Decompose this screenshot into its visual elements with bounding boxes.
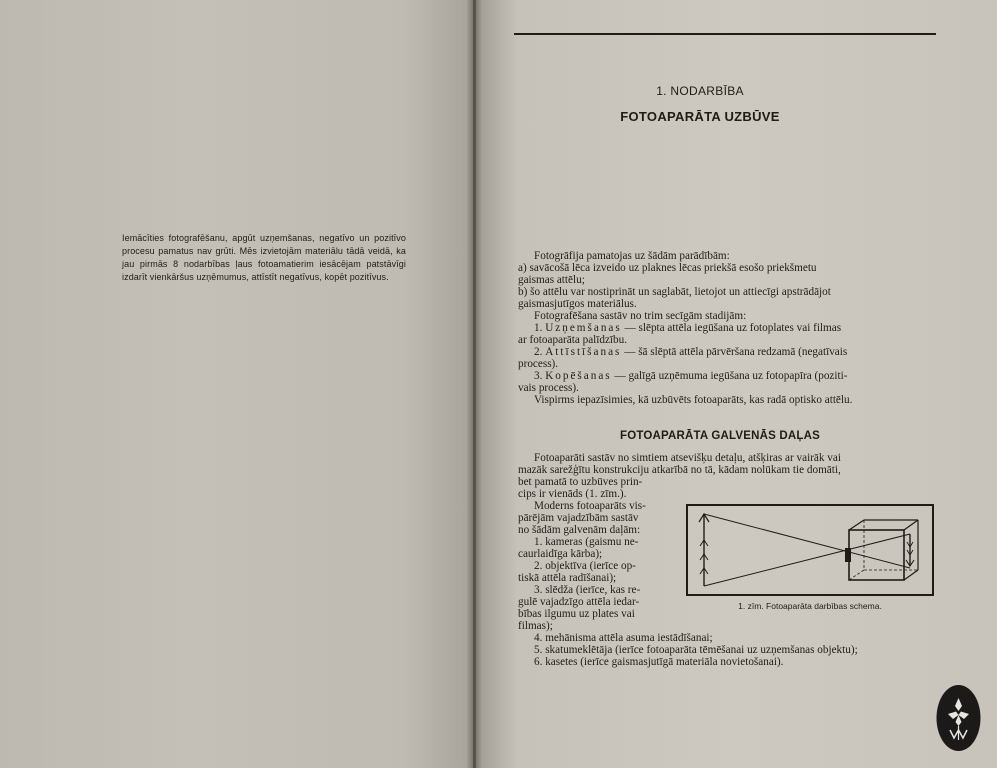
- stage-number: 3.: [534, 370, 543, 382]
- intro-line: gaismas attēlu;: [518, 274, 585, 286]
- intro-line: Fotografēšana sastāv no trim secīgām stadijām:: [534, 310, 747, 322]
- chapter-number: 1. NODARBĪBA: [656, 84, 744, 98]
- figure-caption: 1. zīm. Fotoaparāta darbības schema.: [738, 601, 882, 611]
- section-title: FOTOAPARĀTA GALVENĀS DAĻAS: [619, 430, 821, 442]
- section-line-narrow: 1. kameras (gaismu ne-: [534, 536, 639, 548]
- section-line-tail: 4. mehānisma attēla asuma iestādīšanai;: [534, 632, 713, 644]
- section-line-tail: 5. skatumeklētāja (ierīce fotoaparāta tēmēšanai uz uzņemšanas objektu);: [534, 644, 858, 656]
- section-line-narrow: bības ilgumu uz plates vai: [518, 608, 635, 620]
- flower-emblem-icon: [936, 684, 981, 752]
- section-line: Fotoaparāti sastāv no simtiem atsevišķu detaļu, atšķiras ar vairāk vai: [534, 452, 841, 464]
- left-page-paragraph: Iemācīties fotografēšanu, apgūt uzņemšanas, negatīvo un pozitīvo procesu pamatus nav grūti. Mēs izvietojām materiālu tādā veidā, ka jau pirmās 8 nodarbības ļaus fotoamatierim iesācējam patstāvīgi izdarīt vienkāršus uzņēmumus, attīstīt negatīvus, kopēt pozitīvus.: [122, 233, 406, 282]
- stage-number: 1.: [534, 322, 543, 334]
- section-line-narrow: tiskā attēla radīšanai);: [518, 572, 617, 584]
- section-line-tail: 6. kasetes (ierīce gaismasjutīgā materiāla novietošanai).: [534, 656, 784, 668]
- header-rule: [514, 33, 936, 35]
- stage-term: Attīstīšanas: [545, 346, 622, 358]
- section-line-narrow: bet pamatā to uzbūves prin-: [518, 476, 643, 488]
- stage-continuation: ar fotoaparāta palīdzību.: [518, 334, 628, 346]
- section-line-narrow: 3. slēdža (ierīce, kas re-: [534, 584, 641, 596]
- section-line: mazāk sarežģītu konstrukciju atkarībā no tā, kādam nolūkam tie domāti,: [518, 464, 841, 476]
- section-line-narrow: filmas);: [518, 620, 553, 632]
- section-line-narrow: 2. objektīva (ierīce op-: [534, 560, 636, 572]
- left-page: [0, 0, 473, 768]
- stage-continuation: vais process).: [518, 382, 579, 394]
- section-line-narrow: cips ir vienāds (1. zīm.).: [518, 488, 627, 500]
- section-line-narrow: Moderns fotoaparāts vis-: [534, 500, 646, 512]
- stage-description: — slēpta attēla iegūšana uz fotoplates vai filmas: [621, 322, 842, 334]
- stage-continuation: process).: [518, 358, 559, 370]
- section-line-narrow: caurlaidīga kārba);: [518, 548, 603, 560]
- chapter-title: FOTOAPARĀTA UZBŪVE: [620, 109, 780, 124]
- intro-line: Fotogrāfija pamatojas uz šādām parādībām:: [534, 250, 730, 262]
- intro-line: a) savācošā lēca izveido uz plaknes lēcas priekšā esošo priekšmetu: [518, 262, 817, 274]
- stage-term: Kopēšanas: [545, 370, 612, 382]
- stage-description: — galīgā uzņēmuma iegūšana uz fotopapīra (poziti-: [611, 370, 848, 382]
- stage-number: 2.: [534, 346, 543, 358]
- closing-line: Vispirms iepazīsimies, kā uzbūvēts fotoaparāts, kas radā optisko attēlu.: [534, 394, 853, 406]
- intro-line: gaismasjutīgos materiālus.: [518, 298, 637, 310]
- camera-schematic-figure: [686, 504, 934, 596]
- stage-term: Uzņemšanas: [545, 322, 622, 334]
- section-line-narrow: no šādām galvenām daļām:: [518, 524, 641, 536]
- stage-line: [518, 370, 936, 382]
- stage-line: [518, 346, 936, 358]
- stage-description: — šā slēptā attēla pārvēršana redzamā (negatīvais: [621, 346, 848, 358]
- section-line-narrow: gulē vajadzīgo attēla iedar-: [518, 596, 640, 608]
- book-gutter: [466, 0, 482, 768]
- section-line-narrow: pārējām vajadzībām sastāv: [518, 512, 639, 524]
- intro-line: b) šo attēlu var nostiprināt un saglabāt, lietojot un attiecīgi apstrādājot: [518, 286, 831, 298]
- stage-line: [518, 322, 936, 334]
